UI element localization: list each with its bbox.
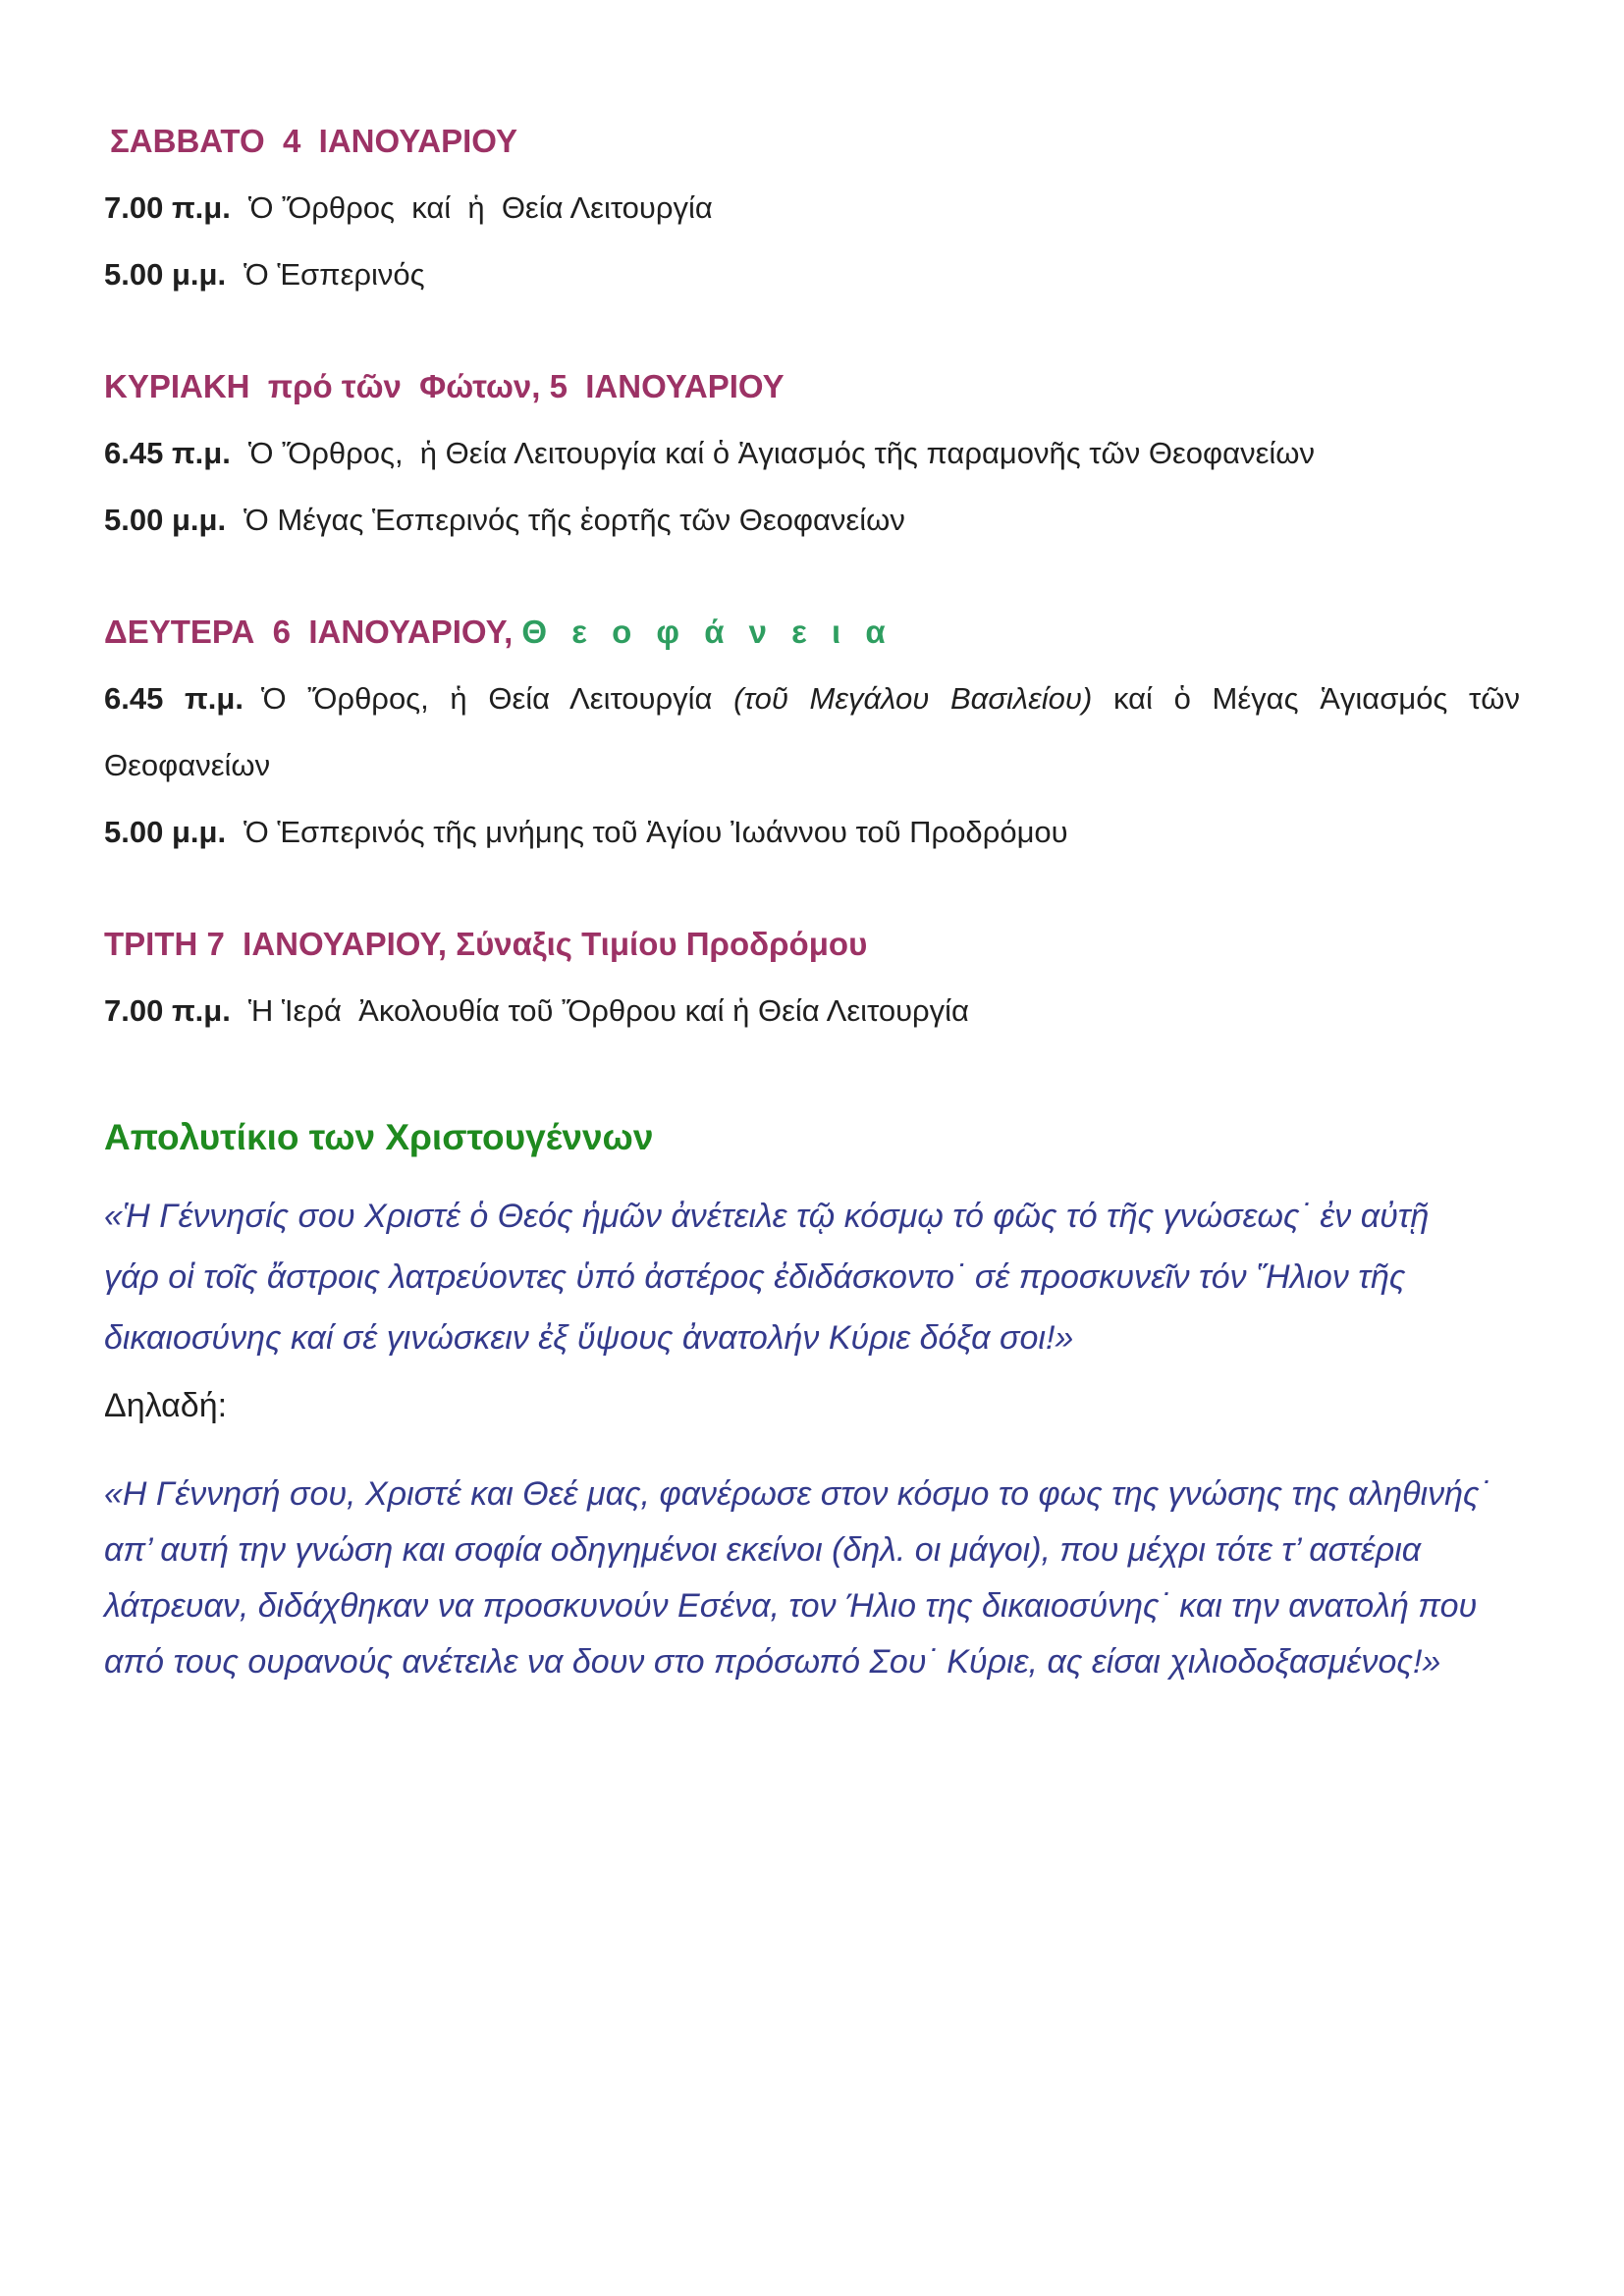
entry-text	[104, 681, 1529, 782]
entry-time: 5.00 μ.μ.	[104, 503, 227, 537]
section-heading-text: ΚΥΡΙΑΚΗ πρό τῶν Φώτων, 5 ΙΑΝΟΥΑΡΙΟΥ	[104, 368, 785, 404]
schedule-section-sunday-jan-5	[104, 353, 1520, 554]
schedule-entry	[104, 666, 1529, 799]
entry-text: Ὁ Ἑσπερινός τῆς μνήμης τοῦ Ἁγίου Ἰωάννου τοῦ Προδρόμου	[244, 815, 1068, 849]
entry-time: 6.45 π.μ.	[104, 436, 231, 470]
translation-label: Δηλαδή:	[104, 1387, 228, 1424]
section-heading-text: ΤΡΙΤΗ 7 ΙΑΝΟΥΑΡΙΟΥ, Σύναξις Τιμίου Προδρόμου	[104, 926, 868, 962]
schedule-section-monday-jan-6-theophany	[104, 599, 1529, 866]
schedule-entry	[104, 978, 1520, 1044]
entry-time: 7.00 π.μ.	[104, 190, 231, 225]
section-heading	[104, 108, 1520, 175]
entry-time: 7.00 π.μ.	[104, 993, 231, 1028]
schedule-entry	[104, 487, 1520, 554]
entry-time: 6.45 π.μ.	[104, 681, 244, 716]
entry-time: 5.00 μ.μ.	[104, 815, 227, 849]
feast-name-theophania: Θ ε ο φ ά ν ε ι α	[521, 614, 893, 650]
schedule-entry	[104, 420, 1520, 487]
entry-text: Ὁ Ὄρθρος καί ἡ Θεία Λειτουργία	[247, 190, 713, 225]
entry-text: Ὁ Ἑσπερινός	[244, 257, 425, 292]
hymn-greek-text: «Ἡ Γέννησίς σου Χριστέ ὁ Θεός ἡμῶν ἀνέτειλε τῷ κόσμῳ τό φῶς τό τῆς γνώσεως˙ ἐν αὐτῇ γάρ οἱ τοῖς ἄστροις λατρεύοντες ὑπό ἀστέρος ἐδιδάσκοντο˙ σέ προσκυνεῖν τόν Ἥλιον τῆς δικαιοσύνης καί σέ γινώσκειν ἐξ ὕψους ἀνατολήν Κύριε δόξα σοι!»	[104, 1198, 1438, 1357]
schedule-section-saturday-jan-4	[104, 108, 1520, 308]
entry-text: Ὁ Ὄρθρος, ἡ Θεία Λειτουργία καί ὁ Ἁγιασμός τῆς παραμονῆς τῶν Θεοφανείων	[247, 436, 1315, 470]
schedule-entry	[104, 799, 1520, 866]
schedule-entry	[104, 175, 1520, 241]
hymn-translation-text: «Η Γέννησή σου, Χριστέ και Θεέ μας, φανέρωσε στον κόσμο το φως της γνώσης της αληθινής˙ απ’ αυτή την γνώση και σοφία οδηγημένοι εκείνοι (δηλ. οι μάγοι), που μέχρι τότε τ’ αστέρια λάτρευαν, διδάχθηκαν να προσκυνούν Εσένα, τον Ήλιο της δικαιοσύνης˙ και την ανατολή που από τους ουρανούς ανέτειλε να δουν στο πρόσωπό Σου˙ Κύριε, ας είσαι χιλιοδοξασμένος!»	[104, 1475, 1500, 1681]
section-heading	[104, 353, 1520, 420]
section-heading	[104, 911, 1520, 978]
entry-text-italic: (τοῦ Μεγάλου Βασιλείου)	[733, 681, 1093, 716]
entry-time: 5.00 μ.μ.	[104, 257, 227, 292]
entry-text-before: Ὁ Ὄρθρος, ἡ Θεία Λειτουργία	[260, 681, 734, 716]
schedule-entry	[104, 241, 1520, 308]
schedule-section-tuesday-jan-7	[104, 911, 1520, 1044]
section-heading-text: ΔΕΥΤΕΡΑ 6 ΙΑΝΟΥΑΡΙΟΥ,	[104, 614, 522, 650]
hymn-title: Απολυτίκιο των Χριστουγέννων	[104, 1117, 654, 1157]
entry-text: Ὁ Μέγας Ἑσπερινός τῆς ἑορτῆς τῶν Θεοφανείων	[244, 503, 905, 537]
entry-text-after: καί ὁ Μέγας Ἁγιασμός τῶν Θεοφανείων	[104, 681, 1529, 782]
section-heading	[104, 599, 1520, 666]
entry-text: Ἡ Ἱερά Ἀκολουθία τοῦ Ὄρθρου καί ἡ Θεία Λειτουργία	[247, 993, 969, 1028]
section-heading-text: ΣΑΒΒΑΤΟ 4 ΙΑΝΟΥΑΡΙΟΥ	[110, 123, 518, 159]
